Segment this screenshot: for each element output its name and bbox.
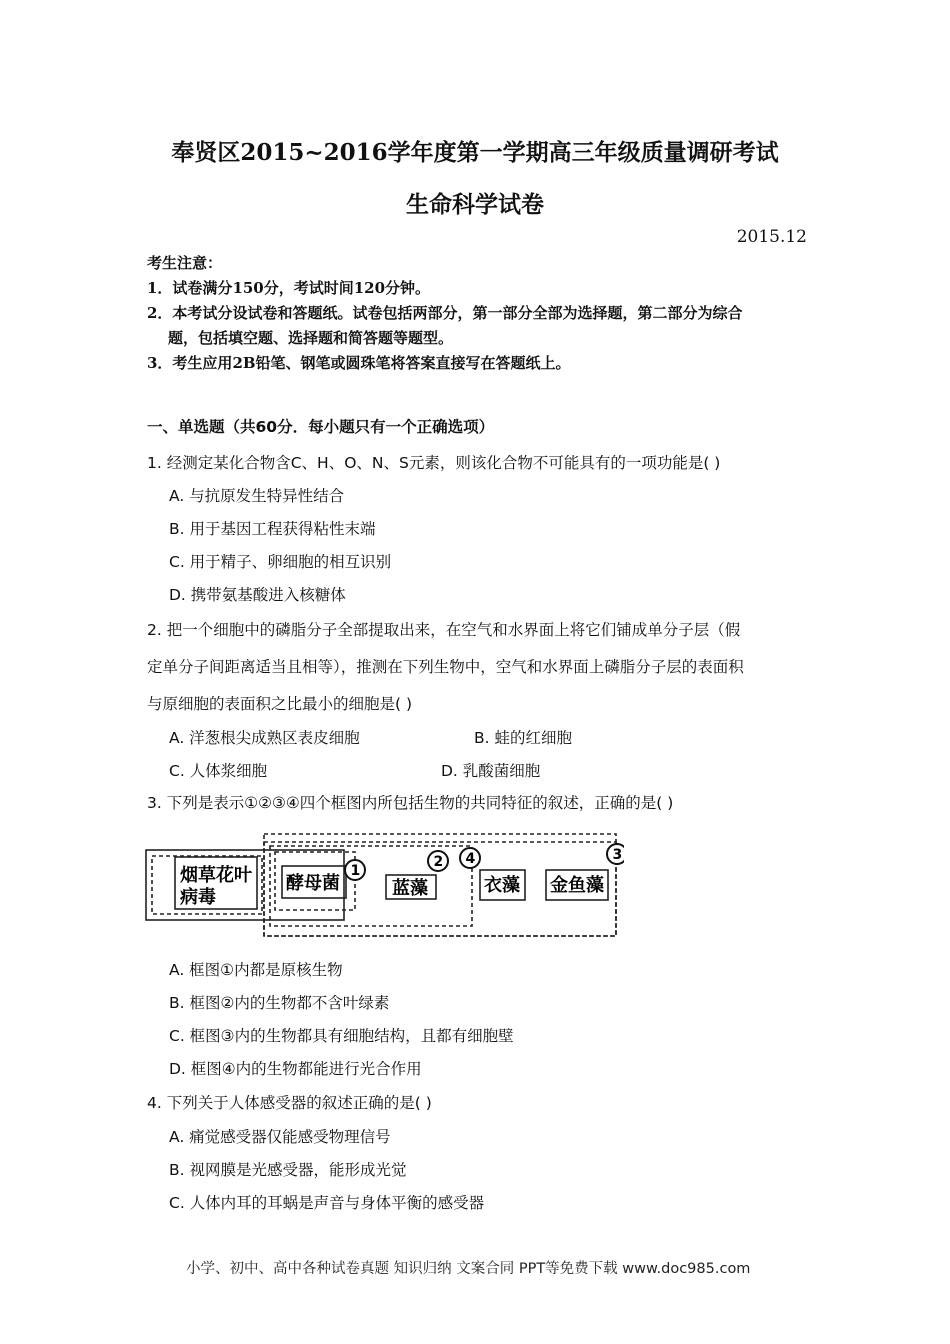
question-1-stem: 1. 经测定某化合物含C、H、O、N、S元素，则该化合物不可能具有的一项功能是( ) xyxy=(147,454,721,472)
exam-title-line2: 生命科学试卷 xyxy=(406,191,544,218)
question-1-option-c: C. 用于精子、卵细胞的相互识别 xyxy=(169,553,392,571)
question-2-option-a: A. 洋葱根尖成熟区表皮细胞 xyxy=(169,729,360,747)
notice-heading: 考生注意： xyxy=(147,254,223,272)
question-3-option-b: B. 框图②内的生物都不含叶绿素 xyxy=(169,994,390,1012)
question-4-option-c: C. 人体内耳的耳蜗是声音与身体平衡的感受器 xyxy=(169,1194,485,1212)
organism-label-yeast: 酵母菌 xyxy=(286,873,340,894)
organism-label-virus-line1: 烟草花叶 xyxy=(180,865,252,886)
organism-label-hornwort: 金鱼藻 xyxy=(550,875,604,896)
notice-item-2: 2．本考试分设试卷和答题纸。试卷包括两部分，第一部分全部为选择题，第二部分为综合 xyxy=(147,304,743,322)
notice-item-3: 3．考生应用2B铅笔、钢笔或圆珠笔将答案直接写在答题纸上。 xyxy=(147,354,571,372)
question-1-option-d: D. 携带氨基酸进入核糖体 xyxy=(169,586,346,604)
question-2-stem-line2: 定单分子间距离适当且相等），推测在下列生物中，空气和水界面上磷脂分子层的表面积 xyxy=(147,658,744,676)
organism-venn-diagram xyxy=(140,828,624,943)
organism-label-chlamydomonas: 衣藻 xyxy=(484,875,520,896)
notice-item-1: 1．试卷满分150分，考试时间120分钟。 xyxy=(147,279,431,297)
marker-number-2: 2 xyxy=(433,854,444,870)
question-1-option-a: A. 与抗原发生特异性结合 xyxy=(169,487,345,505)
question-1-option-b: B. 用于基因工程获得粘性末端 xyxy=(169,520,376,538)
question-4-stem: 4. 下列关于人体感受器的叙述正确的是( ) xyxy=(147,1094,432,1112)
question-3-stem: 3. 下列是表示①②③④四个框图内所包括生物的共同特征的叙述，正确的是( ) xyxy=(147,794,674,812)
question-2-option-b: B. 蛙的红细胞 xyxy=(474,729,572,747)
organism-label-cyanobacteria: 蓝藻 xyxy=(392,878,428,899)
marker-number-1: 1 xyxy=(350,863,361,879)
exam-title-line1: 奉贤区2015~2016学年度第一学期高三年级质量调研考试 xyxy=(171,139,779,166)
footer-text: 小学、初中、高中各种试卷真题 知识归纳 文案合同 PPT等免费下载 www.doc985.com xyxy=(186,1261,751,1277)
question-3-option-d: D. 框图④内的生物都能进行光合作用 xyxy=(169,1060,422,1078)
question-4-option-b: B. 视网膜是光感受器，能形成光觉 xyxy=(169,1161,407,1179)
question-3-option-a: A. 框图①内都是原核生物 xyxy=(169,961,343,979)
marker-number-4: 4 xyxy=(465,851,476,867)
notice-item-2-cont: 题，包括填空题、选择题和简答题等题型。 xyxy=(168,329,454,347)
question-2-option-d: D. 乳酸菌细胞 xyxy=(441,762,541,780)
section-title: 一、单选题（共60分．每小题只有一个正确选项） xyxy=(147,418,495,436)
question-2-stem-line1: 2. 把一个细胞中的磷脂分子全部提取出来，在空气和水界面上将它们铺成单分子层（假 xyxy=(147,621,741,639)
marker-number-3: 3 xyxy=(612,847,623,863)
organism-label-virus-line2: 病毒 xyxy=(180,887,216,908)
exam-date: 2015.12 xyxy=(736,227,807,247)
question-4-option-a: A. 痛觉感受器仅能感受物理信号 xyxy=(169,1128,391,1146)
question-3-option-c: C. 框图③内的生物都具有细胞结构，且都有细胞壁 xyxy=(169,1027,514,1045)
question-2-stem-line3: 与原细胞的表面积之比最小的细胞是( ) xyxy=(147,695,413,713)
question-2-option-c: C. 人体浆细胞 xyxy=(169,762,268,780)
